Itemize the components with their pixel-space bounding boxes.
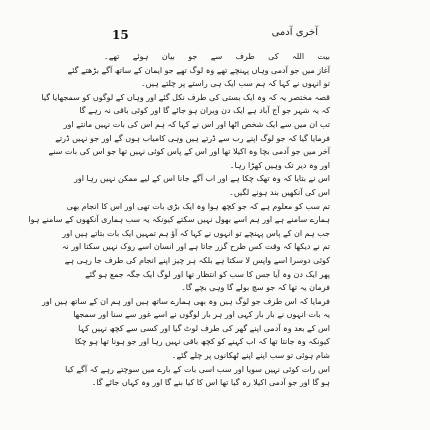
text-line: تم سب کو معلوم ہے کہ جو کچھ ہوا وہ ایک بڑی بات تھی اور اس کا انجام بھی (66, 201, 330, 211)
text-line: پھر ایک دن وہ آیا جس کا سب کو انتظار تھا اور لوگ ایک جگہ جمع ہو گئے (85, 269, 330, 279)
text-line: جب ہم ان کے پاس پہنچے تو انہوں نے کہا کہ آؤ ہم تمہیں ایک بات بتاتے ہیں اور (62, 228, 330, 238)
page-header (112, 24, 318, 42)
text-line: فرمان یہ تھا کہ جو سچ بولے گا وہی بچے گا۔ (181, 283, 330, 293)
text-line: اس کی آنکھیں بند ہونے لگیں۔ (229, 187, 330, 197)
text-line: اور وہ دیر تک وہیں کھڑا رہا۔ (229, 160, 330, 170)
text-line: آخر میں جو آدمی بچا وہ اکیلا تھا اور اس کے پاس کوئی نہیں تھا جو اس کی بات سنے (48, 147, 330, 157)
text-line: کہ یہ شہر جو آج آباد ہے ایک دن ویران ہو جائے گا اور کوئی باقی نہ رہے گا (79, 106, 330, 116)
text-line: اس کے بعد وہ آدمی اپنے گھر کی طرف لوٹ گیا اور کسی سے کچھ نہیں کہا (78, 323, 330, 333)
text-line: اس نے بتایا کہ وہ تھک چکا ہے اور اب آگے جانا اس کے لیے ممکن نہیں رہا اور (74, 174, 330, 184)
page-number: 15 (112, 28, 129, 42)
text-line: اس رات کوئی نہیں سویا اور سب اسی بات کے بارے میں سوچتے رہے کہ آگے کیا (65, 364, 330, 374)
text-line: یہ بات انہوں نے بار بار کہی اور ہر بار لوگوں نے اسے غور سے سنا اور سمجھا (73, 310, 330, 320)
text-line: ہمارے سامنے ہے اور ہم اسے بھول نہیں سکتے کیونکہ یہ سب ہماری آنکھوں کے سامنے ہوا (28, 215, 330, 225)
text-line: کوئی دوسرا اسے واپس لا سکتا ہے بلکہ ہر چیز اپنے انجام کی طرف جا رہی ہے (64, 255, 330, 265)
text-line: بیت اللہ کی طرف سے جو بیان ہوئے تھے۔ (104, 52, 330, 61)
text-line: تو انہوں نے کہا کہ ہم سب ایک ہی راستے پر چلتے ہیں۔ (140, 79, 330, 89)
text-line: ہو گا اور جو آدمی اکیلا رہ گیا تھا اس کا کیا بنے گا اور وہ کہاں جائے گا۔ (91, 378, 330, 388)
running-title: آخری آدمی (271, 27, 318, 38)
body-text (28, 50, 330, 424)
text-line: شام ہوئی تو سب اپنے اپنے ٹھکانوں پر چلے گئے۔ (171, 351, 330, 361)
text-line: تب ان میں سے ایک شخص اٹھا اور اس نے کہا کہ ہم اس کی بات نہیں مانتے اور (63, 119, 330, 129)
text-line: فرمایا کہ اس طرف جو لوگ ہیں وہ بھی ہمارے ساتھ ہیں اور ہم ان کے ساتھ ہیں اور (41, 296, 330, 306)
text-line: فرمایا گیا کہ جو لوگ اپنے رب سے ڈرتے ہیں وہی کامیاب ہوں گے اور جو نہیں ڈرتے (55, 133, 330, 143)
text-line: آغاز میں جو آدمی وہاں پہنچے تھے وہ لوگ تھے جو ایمان کے ساتھ آگے بڑھتے گئے (67, 65, 330, 75)
text-line: تم نے دیکھا کہ وقت کس طرح گزر جاتا ہے اور انسان اسے روک نہیں سکتا اور نہ (61, 242, 330, 252)
text-line: کیونکہ وہ جانتا تھا کہ اب کہنے کو کچھ باقی نہیں رہا اور جو ہونا تھا ہو چکا (74, 337, 330, 347)
text-line: قصہ مختصر یہ کہ وہ ایک بستی کی طرف نکل گئے اور وہاں کے لوگوں کو سمجھایا گیا (41, 92, 330, 102)
